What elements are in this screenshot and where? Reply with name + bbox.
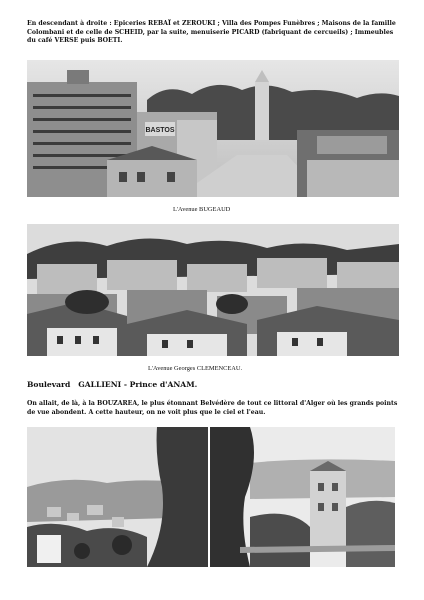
bastos-sign: BASTOS bbox=[145, 127, 175, 134]
photo-bouzarea-left bbox=[27, 427, 208, 567]
photo-avenue-clemenceau bbox=[27, 224, 399, 356]
caption-avenue-clemenceau: L'Avenue Georges CLEMENCEAU. bbox=[148, 365, 243, 372]
intro-paragraph: En descendant à droite : Epiceries REBAÏ et ZEROUKI ; Villa des Pompes Funèbres ; Maisons de la famille Colombani et de celle de SCHEID, par la suite, menuiserie PICARD (fabriquant de cercueils) ; Immeubles du café VERSE puis BOETI. bbox=[27, 20, 396, 45]
caption-avenue-bugeaud: L'Avenue BUGEAUD bbox=[173, 206, 231, 213]
photo-bouzarea-right bbox=[210, 427, 395, 567]
section-paragraph: On allait, de là, à la BOUZAREA, le plus étonnant Belvédère de tout ce littoral d'Alger où les grands points de vue abondent. A cette hauteur, on ne voit plus que le ciel et l'eau. bbox=[27, 400, 398, 416]
section-heading: Boulevard GALLIENI - Prince d'ANAM. bbox=[27, 380, 198, 389]
photo-avenue-bugeaud bbox=[27, 60, 399, 197]
